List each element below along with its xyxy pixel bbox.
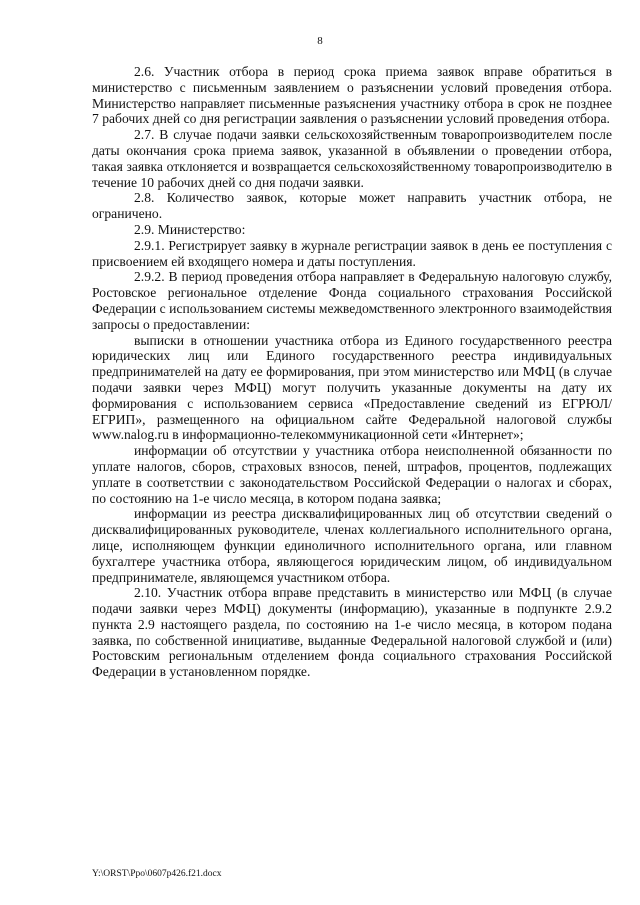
file-path-footer: Y:\ORST\Ppo\0607p426.f21.docx [92,869,222,879]
paragraph-2-7: 2.7. В случае подачи заявки сельскохозяйственным товаропроизводителем после даты окончания срока приема заявок, указанной в объявлении о проведении отбора, такая заявка отклоняется и возвращается сельскохозяйственному товаропроизводителю в течение 10 рабочих дней со дня подачи заявки. [92,127,612,190]
document-body [92,64,612,680]
list-item-disqualified-registry: информации из реестра дисквалифицированных лиц об отсутствии сведений о дисквалифицированных руководителе, членах коллегиального исполнительного органа, лице, исполняющем функции единоличного исполнительного органа, или главном бухгалтере участника отбора, являющегося юридическим лицом, об индивидуальном предпринимателе, являющемся участником отбора. [92,506,612,585]
paragraph-2-9-1: 2.9.1. Регистрирует заявку в журнале регистрации заявок в день ее поступления с присвоением ей входящего номера и даты поступления. [92,237,612,269]
paragraph-2-9: 2.9. Министерство: [134,221,246,237]
page-number: 8 [317,35,323,47]
list-item-egrul-extract: выписки в отношении участника отбора из Единого государственного реестра юридических лиц или Единого государственного реестра индивидуальных предпринимателей на дату ее формирования, при этом министерство или МФЦ (в случае подачи заявки через МФЦ) могут получить указанные документы на дату их формирования с использованием сервиса «Предоставление сведений из ЕГРЮЛ/ЕГРИП», размещенного на официальном сайте Федеральной налоговой службы www.nalog.ru в информационно-телекоммуникационной сети «Интернет»; [92,332,612,443]
paragraph-2-10: 2.10. Участник отбора вправе представить в министерство или МФЦ (в случае подачи заявки через МФЦ) документы (информацию), указанные в подпункте 2.9.2 пункта 2.9 настоящего раздела, по состоянию на 1-е число месяца, в котором подана заявка, по собственной инициативе, выданные Федеральной налоговой службой и (или) Ростовским региональным отделением фонда социального страхования Российской Федерации в установленном порядке. [92,585,612,680]
paragraph-2-8: 2.8. Количество заявок, которые может направить участник отбора, не ограничено. [92,190,612,222]
paragraph-2-6: 2.6. Участник отбора в период срока приема заявок вправе обратиться в министерство с письменным заявлением о разъяснении условий проведения отбора. Министерство направляет письменные разъяснения участнику отбора в срок не позднее 7 рабочих дней со дня регистрации заявления о разъяснении условий проведения отбора. [92,64,612,127]
list-item-tax-debt-info: информации об отсутствии у участника отбора неисполненной обязанности по уплате налогов, сборов, страховых взносов, пеней, штрафов, процентов, подлежащих уплате в соответствии с законодательством Российской Федерации о налогах и сборах, по состоянию на 1-е число месяца, в котором подана заявка; [92,443,612,506]
paragraph-2-9-2: 2.9.2. В период проведения отбора направляет в Федеральную налоговую службу, Ростовское региональное отделение Фонда социального страхования Российской Федерации с использованием системы межведомственного электронного взаимодействия запросы о предоставлении: [92,269,612,332]
